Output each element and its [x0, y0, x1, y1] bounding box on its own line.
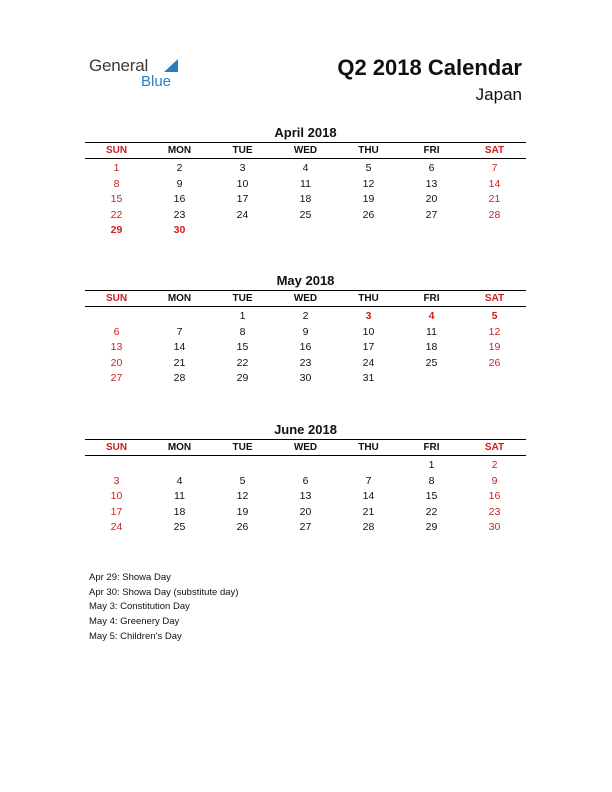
- weekday-label: SUN: [105, 293, 128, 304]
- weekday-label: SAT: [484, 442, 505, 453]
- day-cell: 24: [362, 356, 375, 369]
- day-cell: 30: [173, 224, 186, 236]
- day-cell: 25: [425, 356, 438, 369]
- weekday-label: WED: [293, 145, 318, 156]
- weekday-label: MON: [167, 145, 192, 156]
- day-cell: 15: [425, 490, 438, 502]
- day-cell: 14: [173, 341, 186, 353]
- day-cell: 27: [299, 521, 312, 533]
- weekday-header: [85, 142, 526, 159]
- day-cell: 2: [176, 162, 183, 174]
- page-country: Japan: [475, 85, 522, 104]
- week-row: [85, 309, 526, 325]
- day-cell: 3: [239, 162, 246, 174]
- day-cell: 23: [173, 208, 186, 221]
- weekday-label: TUE: [232, 145, 253, 156]
- holiday-item: May 3: Constitution Day: [89, 601, 190, 613]
- day-cell: 18: [425, 341, 438, 353]
- day-cell: 2: [302, 310, 309, 322]
- day-cell: 6: [302, 474, 309, 487]
- week-row: [85, 208, 526, 224]
- day-cell: 11: [426, 325, 437, 338]
- week-row: [85, 177, 526, 193]
- day-cell: 2: [491, 459, 498, 471]
- month-block: [85, 124, 526, 239]
- week-row: [85, 325, 526, 341]
- day-cell: 17: [362, 341, 375, 353]
- day-cell: 28: [362, 521, 375, 533]
- day-cell: 4: [176, 474, 183, 487]
- day-cell: 19: [488, 341, 501, 353]
- day-cell: 16: [488, 490, 501, 502]
- day-cell: 21: [173, 356, 186, 369]
- weekday-label: WED: [293, 442, 318, 453]
- day-cell: 10: [236, 177, 249, 190]
- day-cell: [148, 458, 211, 474]
- day-cell: [211, 458, 274, 474]
- week-row: [85, 489, 526, 505]
- weekday-header: [85, 290, 526, 307]
- week-row: [85, 371, 526, 387]
- day-cell: 19: [362, 193, 375, 205]
- logo-text-blue: Blue: [141, 73, 172, 90]
- day-cell: 21: [488, 193, 501, 205]
- day-cell: 6: [428, 162, 435, 174]
- weekday-label: THU: [358, 293, 379, 304]
- day-cell: 15: [236, 341, 249, 353]
- day-cell: 25: [299, 208, 312, 221]
- week-row: [85, 458, 526, 474]
- day-cell: 1: [113, 162, 120, 174]
- day-cell: 9: [302, 325, 309, 338]
- holiday-list: [89, 571, 238, 645]
- week-row: [85, 192, 526, 208]
- weekday-label: FRI: [423, 293, 440, 304]
- weekday-label: SUN: [105, 145, 128, 156]
- day-cell: 5: [365, 162, 372, 174]
- day-cell: 16: [173, 193, 186, 205]
- day-cell: 10: [110, 490, 123, 502]
- day-cell: 3: [365, 310, 372, 322]
- day-cell: 4: [428, 310, 435, 322]
- day-cell: 8: [113, 177, 120, 190]
- brand-logo: [89, 56, 189, 96]
- day-cell: 11: [300, 177, 311, 190]
- day-cell: 25: [173, 521, 186, 533]
- week-row: [85, 356, 526, 372]
- day-cell: 28: [488, 208, 501, 221]
- page-title: Q2 2018 Calendar: [337, 55, 522, 80]
- day-cell: 28: [173, 372, 186, 384]
- week-row: [85, 223, 526, 239]
- logo-triangle-icon: [164, 59, 178, 72]
- day-cell: [400, 223, 463, 239]
- day-cell: 17: [110, 505, 123, 518]
- day-cell: 20: [299, 505, 312, 518]
- holiday-item: Apr 29: Showa Day: [89, 572, 171, 583]
- day-cell: 1: [428, 459, 435, 471]
- month-title: May 2018: [276, 273, 335, 288]
- day-cell: [463, 223, 526, 239]
- day-cell: 4: [302, 162, 309, 174]
- weekday-label: THU: [358, 145, 379, 156]
- day-cell: 26: [236, 521, 249, 533]
- week-row: [85, 520, 526, 536]
- day-cell: 27: [110, 372, 123, 384]
- day-cell: 24: [110, 521, 123, 533]
- weekday-label: THU: [358, 442, 379, 453]
- day-cell: 13: [299, 490, 312, 502]
- day-cell: 20: [425, 193, 438, 205]
- day-cell: 23: [299, 356, 312, 369]
- day-cell: 10: [362, 325, 375, 338]
- day-cell: [148, 309, 211, 325]
- day-cell: 9: [491, 474, 498, 487]
- day-cell: 13: [425, 177, 438, 190]
- week-row: [85, 505, 526, 521]
- weekday-label: MON: [167, 442, 192, 453]
- logo-text-general: General: [89, 56, 149, 75]
- day-cell: 26: [488, 356, 501, 369]
- day-cell: 1: [239, 310, 246, 322]
- day-cell: 8: [428, 474, 435, 487]
- day-cell: 5: [491, 310, 498, 322]
- day-cell: [463, 371, 526, 387]
- day-cell: 23: [488, 505, 501, 518]
- day-cell: [400, 371, 463, 387]
- month-title: June 2018: [274, 422, 337, 437]
- weekday-label: SAT: [484, 145, 505, 156]
- day-cell: 30: [488, 521, 501, 533]
- weekday-label: SUN: [105, 442, 128, 453]
- holiday-item: Apr 30: Showa Day (substitute day): [89, 586, 239, 598]
- day-cell: 3: [113, 474, 120, 487]
- day-cell: 11: [174, 490, 185, 502]
- day-cell: 18: [299, 193, 312, 205]
- day-cell: 27: [425, 208, 438, 221]
- weekday-label: FRI: [423, 442, 440, 453]
- day-cell: 22: [110, 208, 123, 221]
- day-cell: [211, 223, 274, 239]
- weekday-label: MON: [167, 293, 192, 304]
- holiday-item: May 5: Children’s Day: [89, 630, 182, 642]
- day-cell: 29: [425, 521, 438, 533]
- day-cell: 30: [299, 372, 312, 384]
- day-cell: 18: [173, 505, 186, 518]
- holiday-item: May 4: Greenery Day: [89, 616, 180, 628]
- day-cell: 7: [365, 474, 372, 487]
- day-cell: 22: [236, 356, 249, 369]
- day-cell: 29: [110, 224, 123, 236]
- weekday-label: WED: [293, 293, 318, 304]
- day-cell: 7: [491, 162, 498, 174]
- day-cell: 12: [236, 490, 249, 502]
- weekday-label: FRI: [423, 145, 440, 156]
- week-row: [85, 340, 526, 356]
- day-cell: 7: [176, 325, 183, 338]
- day-cell: 14: [362, 490, 375, 502]
- day-cell: 6: [113, 325, 120, 338]
- day-cell: [85, 309, 148, 325]
- weekday-label: TUE: [232, 442, 253, 453]
- day-cell: [337, 458, 400, 474]
- day-cell: 8: [239, 325, 246, 338]
- day-cell: 21: [362, 505, 375, 518]
- day-cell: 19: [236, 505, 249, 518]
- day-cell: [274, 223, 337, 239]
- day-cell: 5: [239, 474, 246, 487]
- day-cell: 17: [236, 193, 249, 205]
- weekday-label: SAT: [484, 293, 505, 304]
- day-cell: 24: [236, 208, 249, 221]
- day-cell: [274, 458, 337, 474]
- day-cell: 13: [110, 341, 123, 353]
- month-block: [85, 272, 526, 387]
- day-cell: 31: [362, 372, 375, 384]
- day-cell: 12: [488, 325, 501, 338]
- day-cell: 29: [236, 372, 249, 384]
- month-title: April 2018: [274, 125, 337, 140]
- day-cell: 20: [110, 356, 123, 369]
- day-cell: [85, 458, 148, 474]
- day-cell: 26: [362, 208, 375, 221]
- day-cell: 22: [425, 505, 438, 518]
- day-cell: [337, 223, 400, 239]
- day-cell: 9: [176, 177, 183, 190]
- day-cell: 16: [299, 341, 312, 353]
- day-cell: 15: [110, 193, 123, 205]
- month-block: [85, 421, 526, 536]
- weekday-header: [85, 439, 526, 456]
- day-cell: 14: [488, 177, 501, 190]
- week-row: [85, 474, 526, 490]
- weekday-label: TUE: [232, 293, 253, 304]
- day-cell: 12: [362, 177, 375, 190]
- week-row: [85, 161, 526, 177]
